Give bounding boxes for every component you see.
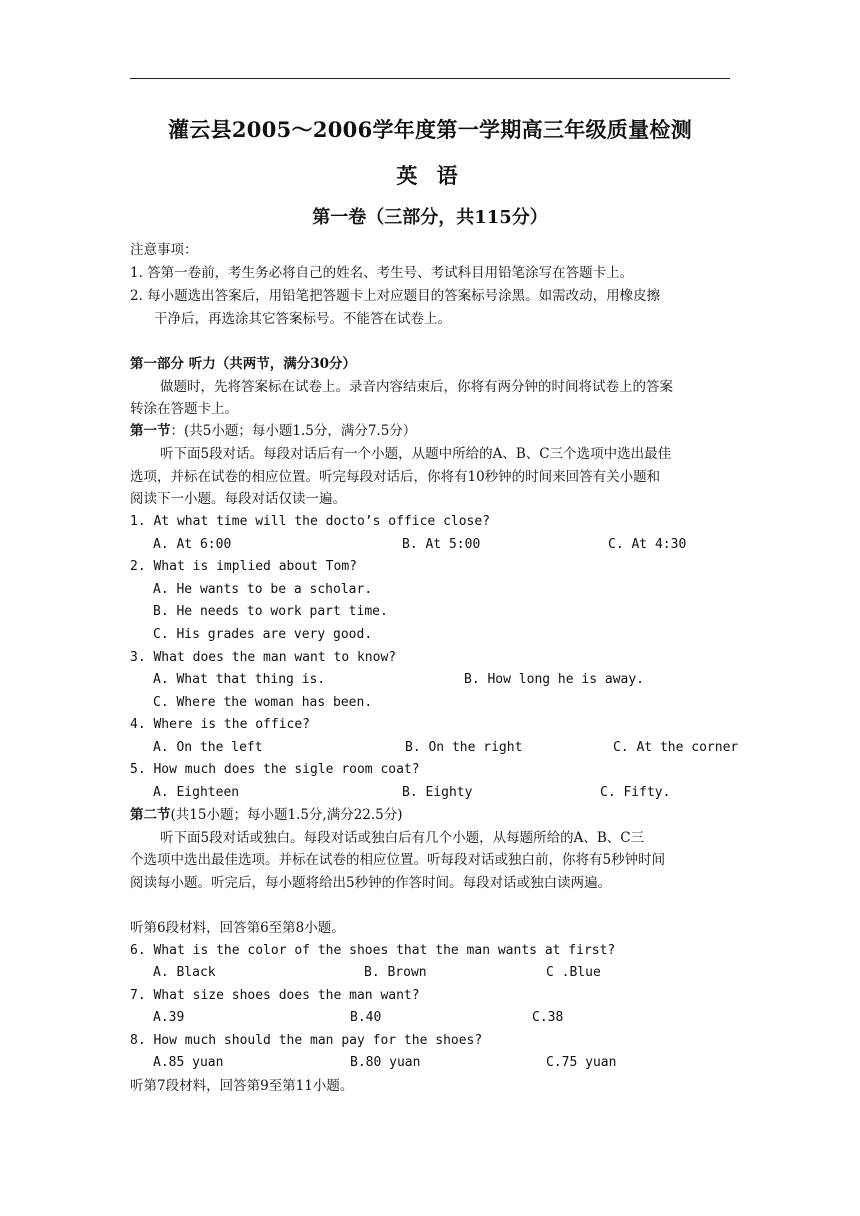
question-1-option-c: C. At 4:30 — [608, 537, 687, 552]
question-6-option-a: A. Black — [153, 965, 216, 980]
exam-title: 灌云县2005～2006学年度第一学期高三年级质量检测 — [168, 117, 692, 142]
notes-item-2-line-1: 2. 每小题选出答案后，用铅笔把答题卡上对应题目的答案标号涂黑。如需改动，用橡皮擦 — [130, 288, 661, 304]
question-2-stem: 2. What is implied about Tom? — [130, 559, 357, 574]
question-8-stem: 8. How much should the man pay for the shoes? — [130, 1033, 483, 1048]
top-rule — [130, 78, 730, 79]
question-1-stem: 1. At what time will the docto’s office close? — [130, 514, 491, 529]
question-5-option-c: C. Fifty. — [600, 785, 671, 800]
question-5-stem: 5. How much does the sigle room coat? — [130, 762, 420, 777]
question-3-option-a: A. What that thing is. — [153, 672, 326, 687]
question-7-option-b: B.40 — [350, 1010, 382, 1025]
question-7-stem: 7. What size shoes does the man want? — [130, 988, 420, 1003]
question-4-option-b: B. On the right — [405, 740, 523, 755]
volume-title: 第一卷（三部分，共115分） — [312, 207, 548, 228]
section1-header — [130, 421, 416, 441]
question-6-stem: 6. What is the color of the shoes that the man wants at first? — [130, 943, 616, 958]
section1-instr-line-1: 听下面5段对话。每段对话后有一个小题，从题中所给的A、B、C三个选项中选出最佳 — [160, 446, 672, 462]
section2-header — [130, 805, 403, 825]
part1-intro-line-2: 转涂在答题卡上。 — [130, 401, 238, 417]
material-6-note: 听第6段材料，回答第6至第8小题。 — [130, 920, 345, 936]
question-1-option-a: A. At 6:00 — [153, 537, 232, 552]
notes-item-1: 1. 答第一卷前，考生务必将自己的姓名、考生号、考试科目用铅笔涂写在答题卡上。 — [130, 265, 634, 281]
question-7-option-a: A.39 — [153, 1010, 185, 1025]
question-7-option-c: C.38 — [532, 1010, 564, 1025]
section1-instr-line-3: 阅读下一小题。每段对话仅读一遍。 — [130, 491, 346, 507]
question-8-option-c: C.75 yuan — [546, 1055, 617, 1070]
question-3-option-b: B. How long he is away. — [464, 672, 645, 687]
section2-info: (共15小题；每小题1.5分,满分22.5分) — [170, 807, 403, 823]
question-6-option-c: C .Blue — [546, 965, 601, 980]
subject-title: 英 语 — [396, 163, 464, 188]
section1-instr-line-2: 选项，并标在试卷的相应位置。听完每段对话后，你将有10秒钟的时间来回答有关小题和 — [130, 469, 661, 485]
notes-heading: 注意事项： — [130, 242, 198, 258]
question-4-option-c: C. At the corner — [613, 740, 739, 755]
question-2-option-a: A. He wants to be a scholar. — [153, 582, 373, 597]
question-4-option-a: A. On the left — [153, 740, 263, 755]
question-3-stem: 3. What does the man want to know? — [130, 650, 397, 665]
section2-instr-line-3: 阅读每小题。听完后，每小题将给出5秒钟的作答时间。每段对话或独白读两遍。 — [130, 875, 612, 891]
question-5-option-b: B. Eighty — [402, 785, 473, 800]
question-2-option-c: C. His grades are very good. — [153, 627, 373, 642]
section2-instr-line-1: 听下面5段对话或独白。每段对话或独白后有几个小题，从每题所给的A、B、C三 — [160, 830, 645, 846]
question-2-option-b: B. He needs to work part time. — [153, 604, 388, 619]
section2-instr-line-2: 个选项中选出最佳选项。并标在试卷的相应位置。听每段对话或独白前，你将有5秒钟时间 — [130, 852, 666, 868]
section1-info: ：(共5小题；每小题1.5分，满分7.5分） — [170, 423, 417, 439]
question-6-option-b: B. Brown — [364, 965, 427, 980]
question-3-option-c: C. Where the woman has been. — [153, 695, 373, 710]
part1-heading: 第一部分 听力（共两节，满分30分） — [130, 356, 356, 372]
question-8-option-b: B.80 yuan — [350, 1055, 421, 1070]
question-1-option-b: B. At 5:00 — [402, 537, 481, 552]
section1-label: 第一节 — [130, 423, 171, 439]
question-4-stem: 4. Where is the office? — [130, 717, 311, 732]
material-7-note: 听第7段材料，回答第9至第11小题。 — [130, 1078, 354, 1094]
question-5-option-a: A. Eighteen — [153, 785, 240, 800]
part1-intro-line-1: 做题时，先将答案标在试卷上。录音内容结束后，你将有两分钟的时间将试卷上的答案 — [160, 379, 673, 395]
section2-label: 第二节 — [130, 807, 171, 823]
notes-item-2-line-2: 干净后，再选涂其它答案标号。不能答在试卷上。 — [154, 311, 451, 327]
question-8-option-a: A.85 yuan — [153, 1055, 224, 1070]
